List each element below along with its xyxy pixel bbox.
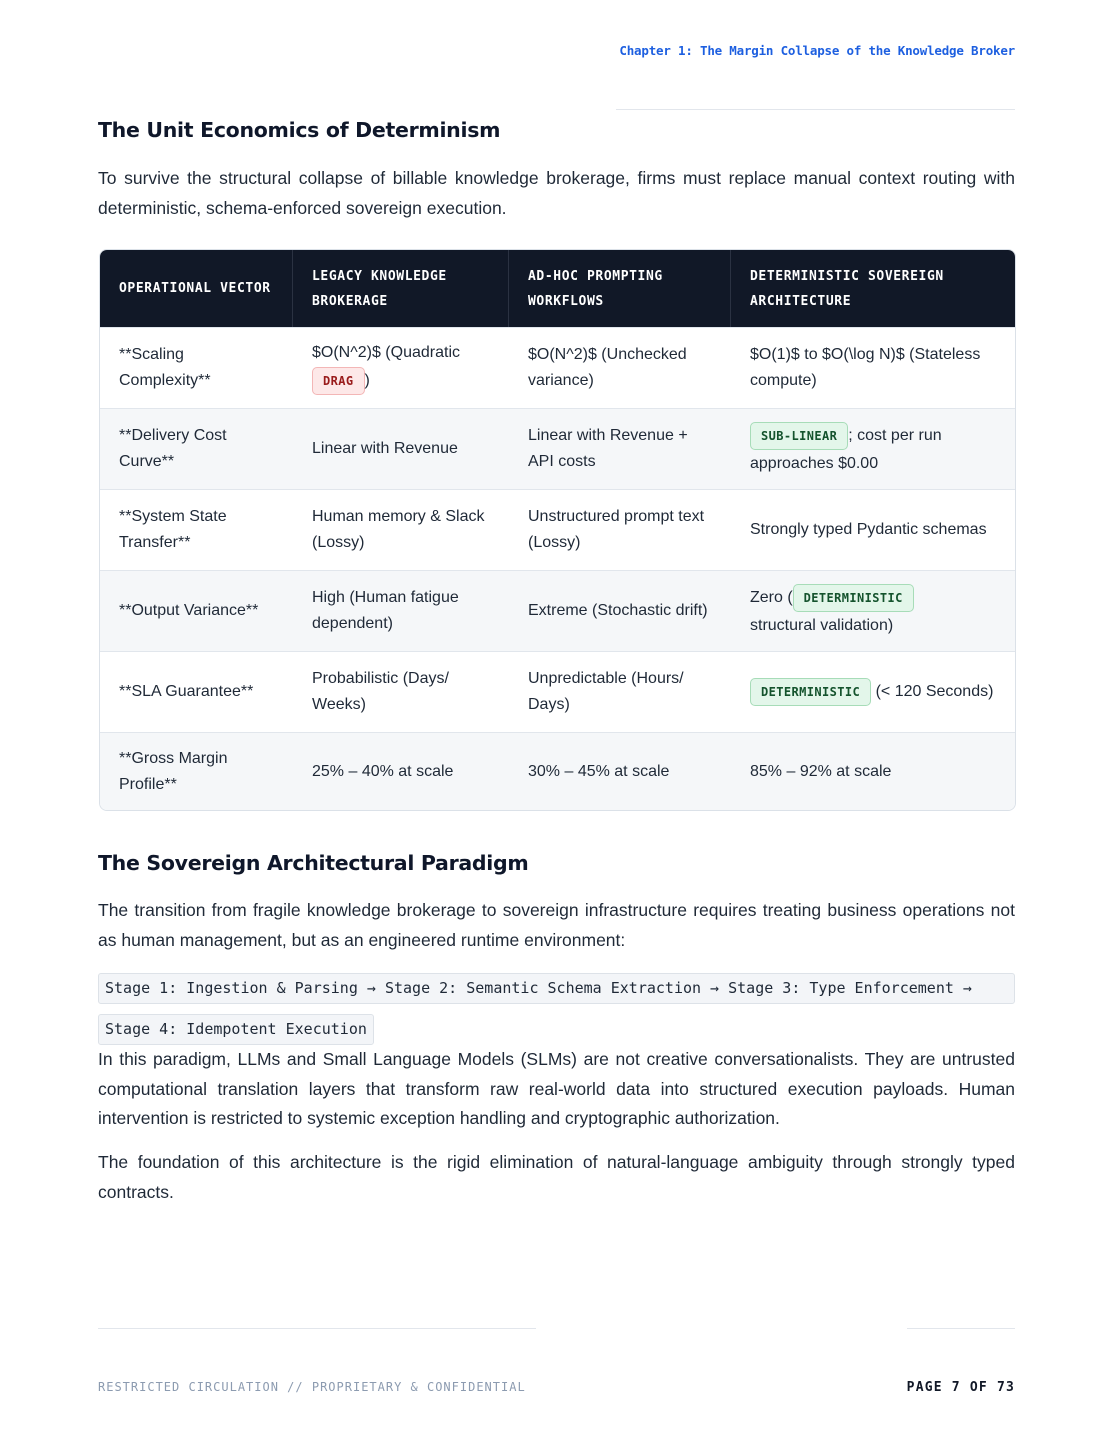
pipeline-code-line: Stage 1: Ingestion & Parsing → Stage 2: Semantic Schema Extraction → Stage 3: Type Enforcement → bbox=[98, 973, 1015, 1004]
cell-text: structural validation) bbox=[750, 617, 894, 634]
sub-linear-badge: SUB-LINEAR bbox=[750, 422, 848, 450]
table-cell-legacy: High (Human fatigue dependent) bbox=[312, 589, 459, 632]
table-row bbox=[100, 651, 1015, 732]
cell-text: (< 120 Seconds) bbox=[871, 683, 994, 701]
running-header: Chapter 1: The Margin Collapse of the Knowledge Broker bbox=[619, 43, 1015, 58]
table-cell-legacy: Human memory & Slack (Lossy) bbox=[312, 508, 485, 551]
table-cell-legacy: 25% – 40% at scale bbox=[312, 762, 454, 780]
cell-text: ) bbox=[364, 372, 370, 390]
footer-divider bbox=[907, 1328, 1015, 1329]
table-header-cell: OPERATIONAL VECTOR bbox=[100, 250, 293, 327]
table-header-cell: DETERMINISTIC SOVEREIGN ARCHITECTURE bbox=[750, 268, 944, 309]
table-row bbox=[100, 327, 1015, 408]
table-header-cell: LEGACY KNOWLEDGE BROKERAGE bbox=[293, 250, 509, 327]
table-cell-legacy bbox=[293, 328, 509, 408]
table-cell-adhoc: Unstructured prompt text (Lossy) bbox=[528, 508, 705, 551]
table-cell-adhoc: Extreme (Stochastic drift) bbox=[528, 602, 708, 619]
table-cell-adhoc: Unpredictable (Hours/ Days) bbox=[528, 670, 684, 713]
table-row bbox=[100, 408, 1015, 489]
pipeline-code bbox=[98, 973, 1015, 1055]
cell-text: Zero ( bbox=[750, 589, 793, 607]
confidentiality-notice: RESTRICTED CIRCULATION // PROPRIETARY & CONFIDENTIAL bbox=[98, 1380, 526, 1394]
section-title-sovereign-paradigm: The Sovereign Architectural Paradigm bbox=[98, 851, 529, 875]
table-cell-sovereign bbox=[731, 571, 1015, 651]
cell-text: $O(N^2)$ (Quadratic bbox=[312, 344, 460, 361]
table-cell-sovereign bbox=[731, 409, 1015, 489]
table-header-row bbox=[100, 250, 1015, 327]
table-cell-adhoc: 30% – 45% at scale bbox=[528, 762, 670, 780]
table-cell-adhoc: Linear with Revenue + API costs bbox=[528, 427, 688, 470]
table-cell-vector: **SLA Guarantee** bbox=[119, 683, 254, 700]
table-cell-adhoc: $O(N^2)$ (Unchecked variance) bbox=[528, 346, 687, 389]
pipeline-code-line: Stage 4: Idempotent Execution bbox=[98, 1014, 374, 1045]
paradigm-intro-paragraph: The transition from fragile knowledge brokerage to sovereign infrastructure requires treating business operations not as human management, but as an engineered runtime environment: bbox=[98, 900, 1015, 950]
table-cell-sovereign: $O(1)$ to $O(\log N)$ (Stateless compute) bbox=[750, 346, 981, 389]
section-title-unit-economics: The Unit Economics of Determinism bbox=[98, 118, 501, 142]
comparison-table bbox=[99, 249, 1016, 811]
paradigm-paragraph: In this paradigm, LLMs and Small Language Models (SLMs) are not creative conversationalists. They are untrusted computational translation layers that transform raw real-world data into structured execution payloads. Human intervention is restricted to systemic exception handling and cryptographic authorization. bbox=[98, 1049, 1015, 1128]
table-cell-vector: **Gross Margin Profile** bbox=[119, 749, 228, 793]
table-row bbox=[100, 570, 1015, 651]
table-cell-vector: **Scaling Complexity** bbox=[119, 346, 211, 389]
footer-divider bbox=[98, 1328, 536, 1329]
page-number: PAGE 7 OF 73 bbox=[906, 1380, 1015, 1395]
table-cell-vector: **Delivery Cost Curve** bbox=[119, 427, 227, 470]
deterministic-badge: DETERMINISTIC bbox=[793, 584, 914, 612]
table-cell-legacy: Linear with Revenue bbox=[312, 440, 458, 457]
foundation-paragraph: The foundation of this architecture is the rigid elimination of natural-language ambiguity through strongly typed contracts. bbox=[98, 1152, 1015, 1202]
cell-text: ; cost per run approaches $0.00 bbox=[750, 427, 942, 472]
header-divider bbox=[616, 109, 1015, 110]
deterministic-badge: DETERMINISTIC bbox=[750, 678, 871, 706]
table-cell-sovereign: Strongly typed Pydantic schemas bbox=[750, 521, 987, 538]
table-header-cell: AD-HOC PROMPTING WORKFLOWS bbox=[509, 250, 731, 327]
drag-badge: DRAG bbox=[312, 367, 365, 395]
table-cell-sovereign: 85% – 92% at scale bbox=[750, 762, 892, 780]
table-cell-sovereign bbox=[731, 652, 1015, 732]
table-cell-legacy: Probabilistic (Days/ Weeks) bbox=[312, 670, 449, 713]
table-row bbox=[100, 489, 1015, 570]
section-intro-paragraph: To survive the structural collapse of billable knowledge brokerage, firms must replace manual context routing with deterministic, schema-enforced sovereign execution. bbox=[98, 168, 1015, 218]
table-row bbox=[100, 732, 1015, 810]
table-cell-vector: **System State Transfer** bbox=[119, 508, 227, 551]
table-cell-vector: **Output Variance** bbox=[119, 602, 259, 619]
